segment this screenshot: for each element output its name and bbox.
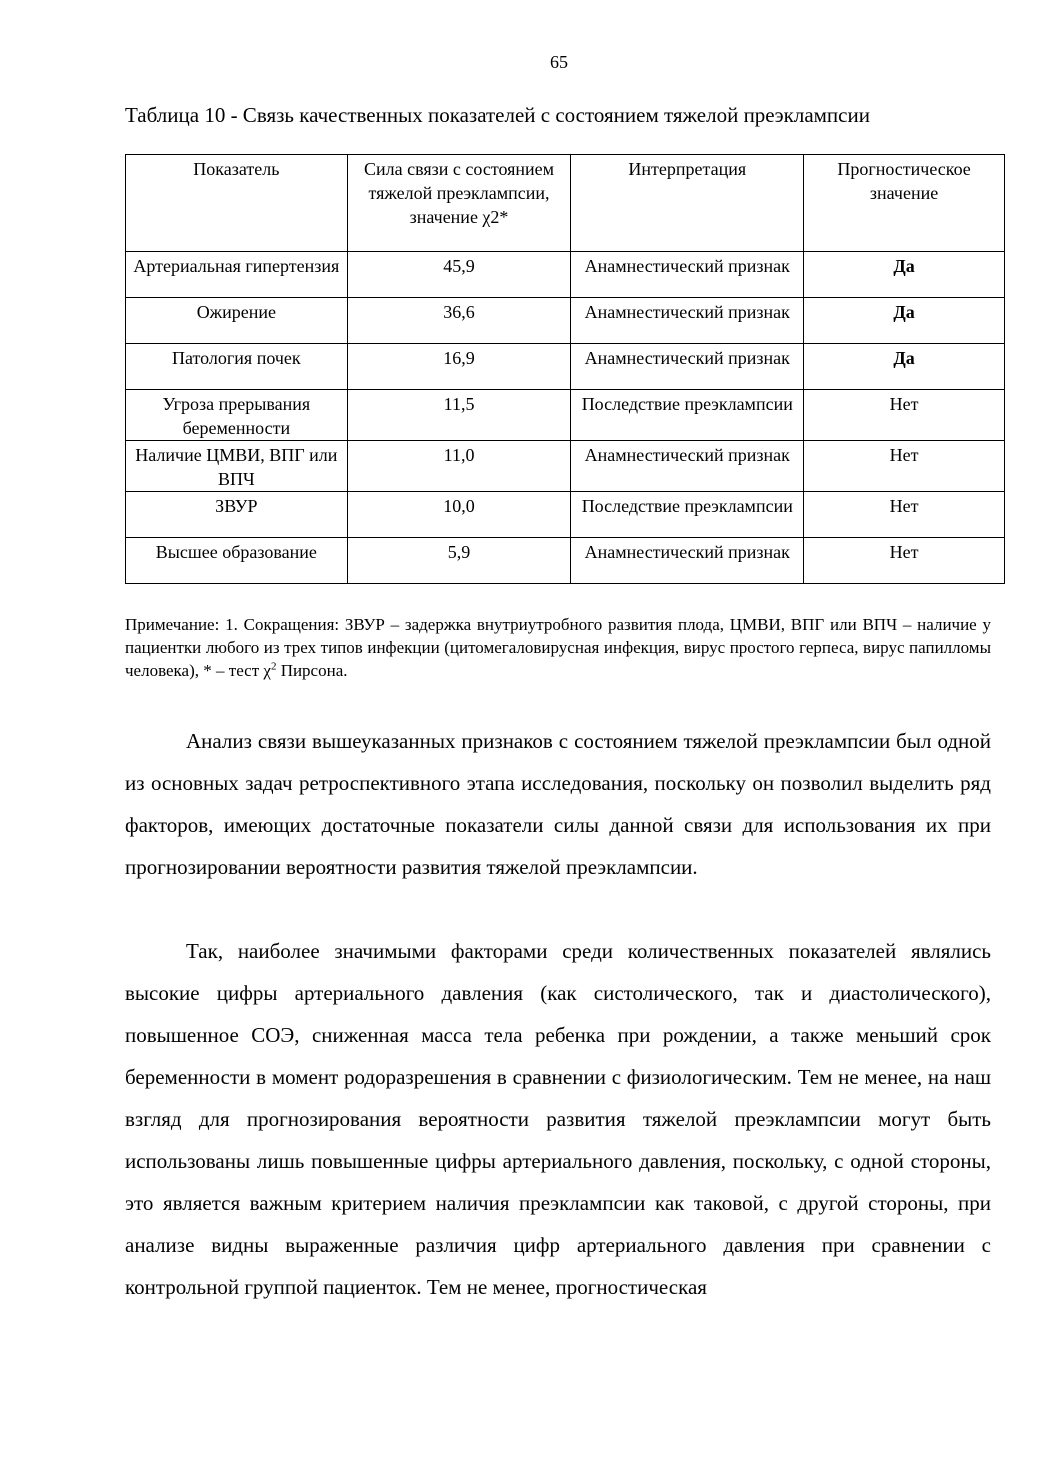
table-cell: Последствие преэклампсии — [571, 492, 804, 538]
note-text: Примечание: 1. Сокращения: ЗВУР – задержка внутриутробного развития плода, ЦМВИ, ВПГ или ВПЧ – наличие у пациентки любого из трех типов инфекции (цитомегаловирусная инфекция, вирус простого герпеса, вирус папилломы человека), * – тест χ — [125, 615, 991, 680]
table-cell: Нет — [804, 441, 1005, 492]
table-row — [126, 492, 1005, 538]
body-paragraph: Анализ связи вышеуказанных признаков с состоянием тяжелой преэклампсии был одной из основных задач ретроспективного этапа исследования, поскольку он позволил выделить ряд факторов, имеющих достаточные показатели силы данной связи для использования их при прогнозировании вероятности развития тяжелой преэклампсии. — [125, 729, 991, 879]
table-cell: Анамнестический признак — [571, 538, 804, 584]
table-row — [126, 252, 1005, 298]
table-cell: Артериальная гипертензия — [126, 252, 348, 298]
column-header: Показатель — [126, 155, 348, 252]
table-cell: 16,9 — [347, 344, 571, 390]
table-note — [125, 613, 991, 682]
table-cell: ЗВУР — [126, 492, 348, 538]
table-cell: Да — [804, 252, 1005, 298]
page-number: 65 — [550, 52, 568, 72]
table-cell: Высшее образование — [126, 538, 348, 584]
table-caption: Таблица 10 - Связь качественных показателей с состоянием тяжелой преэклампсии — [125, 103, 870, 127]
table-header-row — [126, 155, 1005, 252]
data-table — [125, 154, 1005, 584]
table-cell: Нет — [804, 390, 1005, 441]
table-cell: 11,0 — [347, 441, 571, 492]
table-row — [126, 390, 1005, 441]
table-cell: Анамнестический признак — [571, 441, 804, 492]
table-cell: Да — [804, 298, 1005, 344]
table-cell: 45,9 — [347, 252, 571, 298]
table-cell: Последствие преэклампсии — [571, 390, 804, 441]
table-cell: Анамнестический признак — [571, 252, 804, 298]
table-row — [126, 344, 1005, 390]
table-cell: Ожирение — [126, 298, 348, 344]
table-cell: 5,9 — [347, 538, 571, 584]
table-cell: Да — [804, 344, 1005, 390]
table-cell: 36,6 — [347, 298, 571, 344]
note-superscript: 2 — [270, 660, 277, 673]
column-header: Прогностическое значение — [804, 155, 1005, 252]
column-header: Сила связи с состоянием тяжелой преэклампсии, значение χ2* — [347, 155, 571, 252]
table-cell: Нет — [804, 538, 1005, 584]
table-row — [126, 441, 1005, 492]
table-cell: Угроза прерывания беременности — [126, 390, 348, 441]
table-row — [126, 538, 1005, 584]
table-cell: 11,5 — [347, 390, 571, 441]
table-cell: Анамнестический признак — [571, 298, 804, 344]
table-cell: 10,0 — [347, 492, 571, 538]
column-header: Интерпретация — [571, 155, 804, 252]
table-row — [126, 298, 1005, 344]
table-cell: Анамнестический признак — [571, 344, 804, 390]
table-cell: Нет — [804, 492, 1005, 538]
note-tail: Пирсона. — [276, 661, 348, 680]
table-cell: Патология почек — [126, 344, 348, 390]
body-paragraph: Так, наиболее значимыми факторами среди количественных показателей являлись высокие цифры артериального давления (как систолического, так и диастолического), повышенное СОЭ, сниженная масса тела ребенка при рождении, а также меньший срок беременности в момент родоразрешения в сравнении с физиологическим. Тем не менее, на наш взгляд для прогнозирования вероятности развития тяжелой преэклампсии могут быть использованы лишь повышенные цифры артериального давления, поскольку, с одной стороны, это является важным критерием наличия преэклампсии как таковой, с другой стороны, при анализе видны выраженные различия цифр артериального давления при сравнении с контрольной группой пациенток. Тем не менее, прогностическая — [125, 939, 991, 1299]
table-cell: Наличие ЦМВИ, ВПГ или ВПЧ — [126, 441, 348, 492]
